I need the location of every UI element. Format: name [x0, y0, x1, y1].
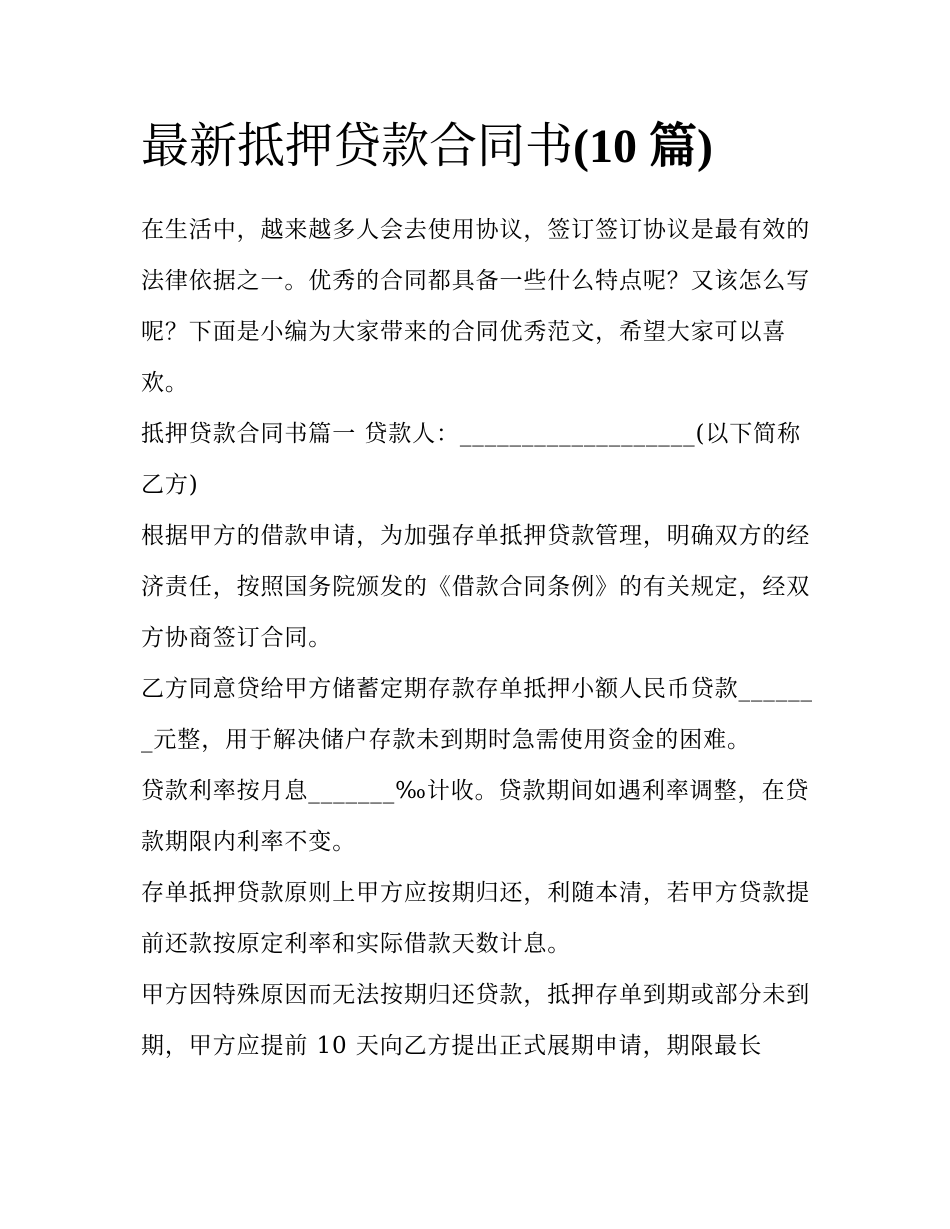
paragraph-loan-amount: 乙方同意贷给甲方储蓄定期存款存单抵押小额人民币贷款_______元整，用于解决储户存款未到期时急需使用资金的困难。 [141, 676, 813, 753]
paragraph-lender: 抵押贷款合同书篇一 贷款人：___________________(以下简称乙方) [141, 421, 801, 498]
document-title [141, 112, 821, 181]
document-body [141, 205, 821, 1072]
paragraph-interest-rate: 贷款利率按月息_______‰计收。贷款期间如遇利率调整，在贷款期限内利率不变。 [141, 778, 810, 855]
title-main: 最新抵押贷款合同书 [141, 118, 574, 174]
paragraph-repayment: 存单抵押贷款原则上甲方应按期归还，利随本清，若甲方贷款提前还款按原定利率和实际借款天数计息。 [141, 880, 811, 957]
paragraph-intro: 在生活中，越来越多人会去使用协议，签订签订协议是最有效的法律依据之一。优秀的合同都具备一些什么特点呢？又该怎么写呢？下面是小编为大家带来的合同优秀范文，希望大家可以喜欢。 [141, 217, 811, 396]
paragraph-purpose: 根据甲方的借款申请，为加强存单抵押贷款管理，明确双方的经济责任，按照国务院颁发的《借款合同条例》的有关规定，经双方协商签订合同。 [141, 523, 811, 651]
document-content [141, 112, 821, 1072]
title-suffix: (10 篇) [573, 120, 713, 173]
paragraph-extension: 甲方因特殊原因而无法按期归还贷款，抵押存单到期或部分未到期，甲方应提前 10 天向乙方提出正式展期申请，期限最长 [141, 982, 811, 1059]
